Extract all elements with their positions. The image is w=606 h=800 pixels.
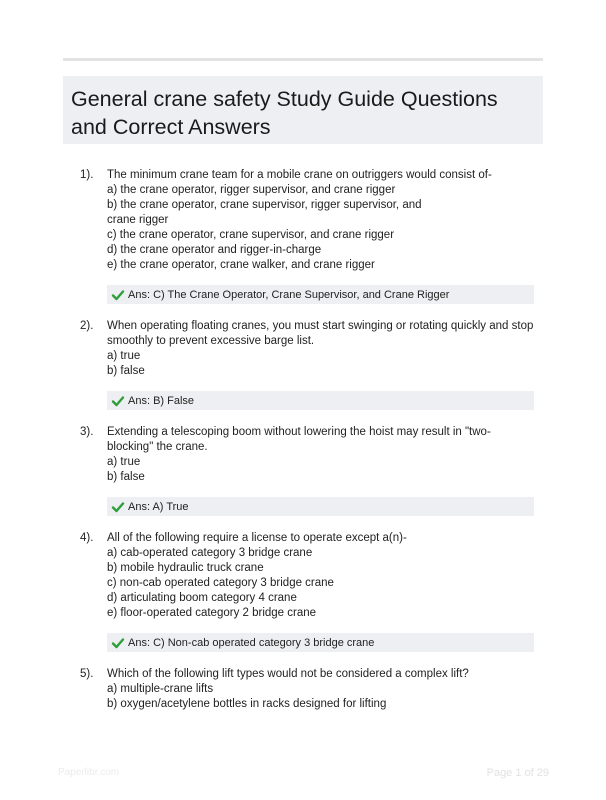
option-line: b) oxygen/acetylene bottles in racks designed for lifting	[107, 698, 387, 710]
option-line: crane rigger	[107, 214, 169, 226]
question-item	[80, 168, 536, 304]
checkmark-icon	[111, 500, 125, 514]
question-text: Extending a telescoping boom without lowering the hoist may result in "two-blocking" the crane.	[107, 426, 491, 453]
option-line: c) the crane operator, crane supervisor, and crane rigger	[107, 229, 395, 241]
answer-box	[107, 391, 534, 410]
question-number: 4).	[80, 532, 94, 544]
option-line: a) the crane operator, rigger supervisor, and crane rigger	[107, 184, 396, 196]
option-line: e) floor-operated category 2 bridge crane	[107, 607, 317, 619]
option-line: a) true	[107, 456, 141, 468]
option-line: b) false	[107, 471, 145, 483]
answer-box	[107, 633, 534, 652]
checkmark-icon	[111, 288, 125, 302]
question-item	[80, 531, 536, 652]
answer-text: Ans: A) True	[128, 500, 189, 513]
answer-text: Ans: B) False	[128, 394, 195, 407]
question-text: All of the following require a license to operate except a(n)-	[107, 532, 407, 544]
question-number: 5).	[80, 668, 94, 680]
answer-text: Ans: C) The Crane Operator, Crane Supervisor, and Crane Rigger	[128, 288, 450, 301]
question-list	[80, 168, 536, 727]
question-number: 3).	[80, 426, 94, 438]
option-line: b) the crane operator, crane supervisor, rigger supervisor, and	[107, 199, 422, 211]
question-text: When operating floating cranes, you must start swinging or rotating quickly and stop smoothly to prevent excessive barge list.	[107, 320, 534, 347]
page-title: General crane safety Study Guide Questions and Correct Answers	[71, 87, 498, 139]
option-line: e) the crane operator, crane walker, and crane rigger	[107, 259, 375, 271]
question-item	[80, 425, 536, 516]
question-item	[80, 667, 536, 712]
option-line: b) false	[107, 365, 145, 377]
option-line: b) mobile hydraulic truck crane	[107, 562, 264, 574]
question-text: Which of the following lift types would not be considered a complex lift?	[107, 668, 469, 680]
question-number: 1).	[80, 169, 94, 181]
page-number: Page 1 of 29	[486, 767, 549, 779]
answer-box	[107, 285, 534, 304]
option-line: a) cab-operated category 3 bridge crane	[107, 547, 313, 559]
option-line: d) the crane operator and rigger-in-charge	[107, 244, 322, 256]
title-banner	[63, 76, 543, 144]
answer-text: Ans: C) Non-cab operated category 3 bridge crane	[128, 636, 375, 649]
question-item	[80, 319, 536, 410]
checkmark-icon	[111, 394, 125, 408]
option-line: d) articulating boom category 4 crane	[107, 592, 297, 604]
option-line: c) non-cab operated category 3 bridge crane	[107, 577, 334, 589]
question-text: The minimum crane team for a mobile crane on outriggers would consist of-	[107, 169, 492, 181]
footer-watermark: Paperlibr.com	[58, 767, 120, 778]
option-line: a) true	[107, 350, 141, 362]
answer-box	[107, 497, 534, 516]
top-divider	[63, 58, 543, 61]
option-line: a) multiple-crane lifts	[107, 683, 214, 695]
question-number: 2).	[80, 320, 94, 332]
checkmark-icon	[111, 636, 125, 650]
